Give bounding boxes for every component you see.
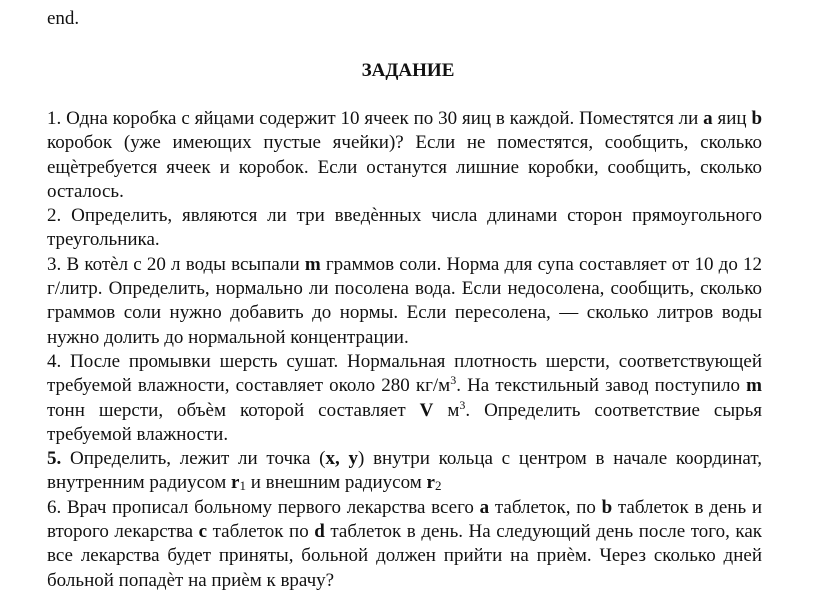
task-item-6 — [47, 496, 762, 593]
preceding-text-fragment: end. — [47, 8, 80, 29]
task-number: 6. — [47, 496, 62, 518]
variable: V — [419, 399, 434, 421]
variable: r — [426, 472, 435, 494]
task-item-4 — [47, 350, 762, 447]
task-text: и внешним радиусом — [245, 472, 427, 494]
task-text: тонн шерсти, объѐм которой составляет — [47, 399, 420, 421]
task-item-3 — [47, 253, 762, 350]
variable: a — [479, 496, 490, 518]
variable: m — [746, 375, 762, 397]
task-text: Врач прописал больному первого лекарства всего — [66, 496, 480, 518]
task-text: таблеток в день и второго лекарства — [47, 496, 763, 543]
task-text: Определить, являются ли три введѐнных числа длинами сторон прямоугольного треугольника. — [47, 205, 763, 251]
task-text: таблеток в день. На следующий день после того, как все лекарства будет приняты, больной должен прийти на приѐм. Через сколько дней больной попадѐт на приѐм к врачу? — [47, 521, 763, 591]
task-number: 1. — [47, 108, 62, 129]
variable: c — [198, 521, 208, 543]
task-item-5 — [47, 447, 762, 496]
variable: r — [231, 472, 240, 494]
task-number: 3. — [47, 253, 62, 275]
task-text: Определить, лежит ли точка ( — [70, 448, 326, 470]
task-text: . На текстильный завод поступило — [456, 375, 747, 397]
task-text: В котѐл с 20 л воды всыпали — [66, 253, 305, 275]
subscript: 1 — [239, 478, 246, 494]
task-text: граммов соли. Норма для супа составляет от 10 до 12 г/литр. Определить, нормально ли посолена вода. Если недосолена, сообщить, сколько граммов соли нужно добавить до нормы. Если пересолена, — сколько литров воды нужно долить до нормальной концентрации. — [47, 253, 763, 348]
task-text: коробок (уже имеющих пустые ячейки)? Если не поместятся, сообщить, сколько ещѐтребуется ячеек и коробок. Если останутся лишние коробки, сообщить, сколько осталось. — [47, 132, 762, 202]
task-text: Одна коробка с яйцами содержит 10 ячеек по 30 яиц в каждой. Поместятся ли — [66, 108, 704, 129]
task-text: После промывки шерсть сушат. Нормальная плотность шерсти, соответствующей требуемой влажности, составляет около 280 кг/м — [47, 350, 762, 397]
variable: b — [601, 496, 613, 518]
task-item-2 — [47, 204, 762, 253]
task-number: 4. — [47, 350, 62, 372]
task-list — [47, 107, 762, 593]
variable: a — [703, 108, 713, 129]
task-item-1 — [47, 107, 762, 204]
page-title: ЗАДАНИЕ — [361, 60, 455, 81]
subscript: 2 — [434, 478, 442, 494]
variable: d — [314, 521, 325, 543]
task-text: таблеток по — [207, 521, 315, 543]
superscript: 3 — [450, 373, 457, 388]
superscript: 3 — [459, 397, 466, 412]
variable: x, y — [325, 448, 358, 470]
task-text: яиц — [712, 108, 747, 129]
variable: b — [751, 108, 763, 129]
task-number: 2. — [47, 205, 62, 227]
task-text: ) внутри кольца с центром в начале координат, внутренним радиусом — [47, 448, 762, 494]
task-text: таблеток, по — [489, 496, 602, 518]
task-number: 5. — [47, 448, 62, 470]
task-text: м — [433, 399, 460, 421]
variable: m — [304, 253, 321, 275]
task-text: . Определить соответствие сырья требуемой влажности. — [47, 399, 763, 445]
